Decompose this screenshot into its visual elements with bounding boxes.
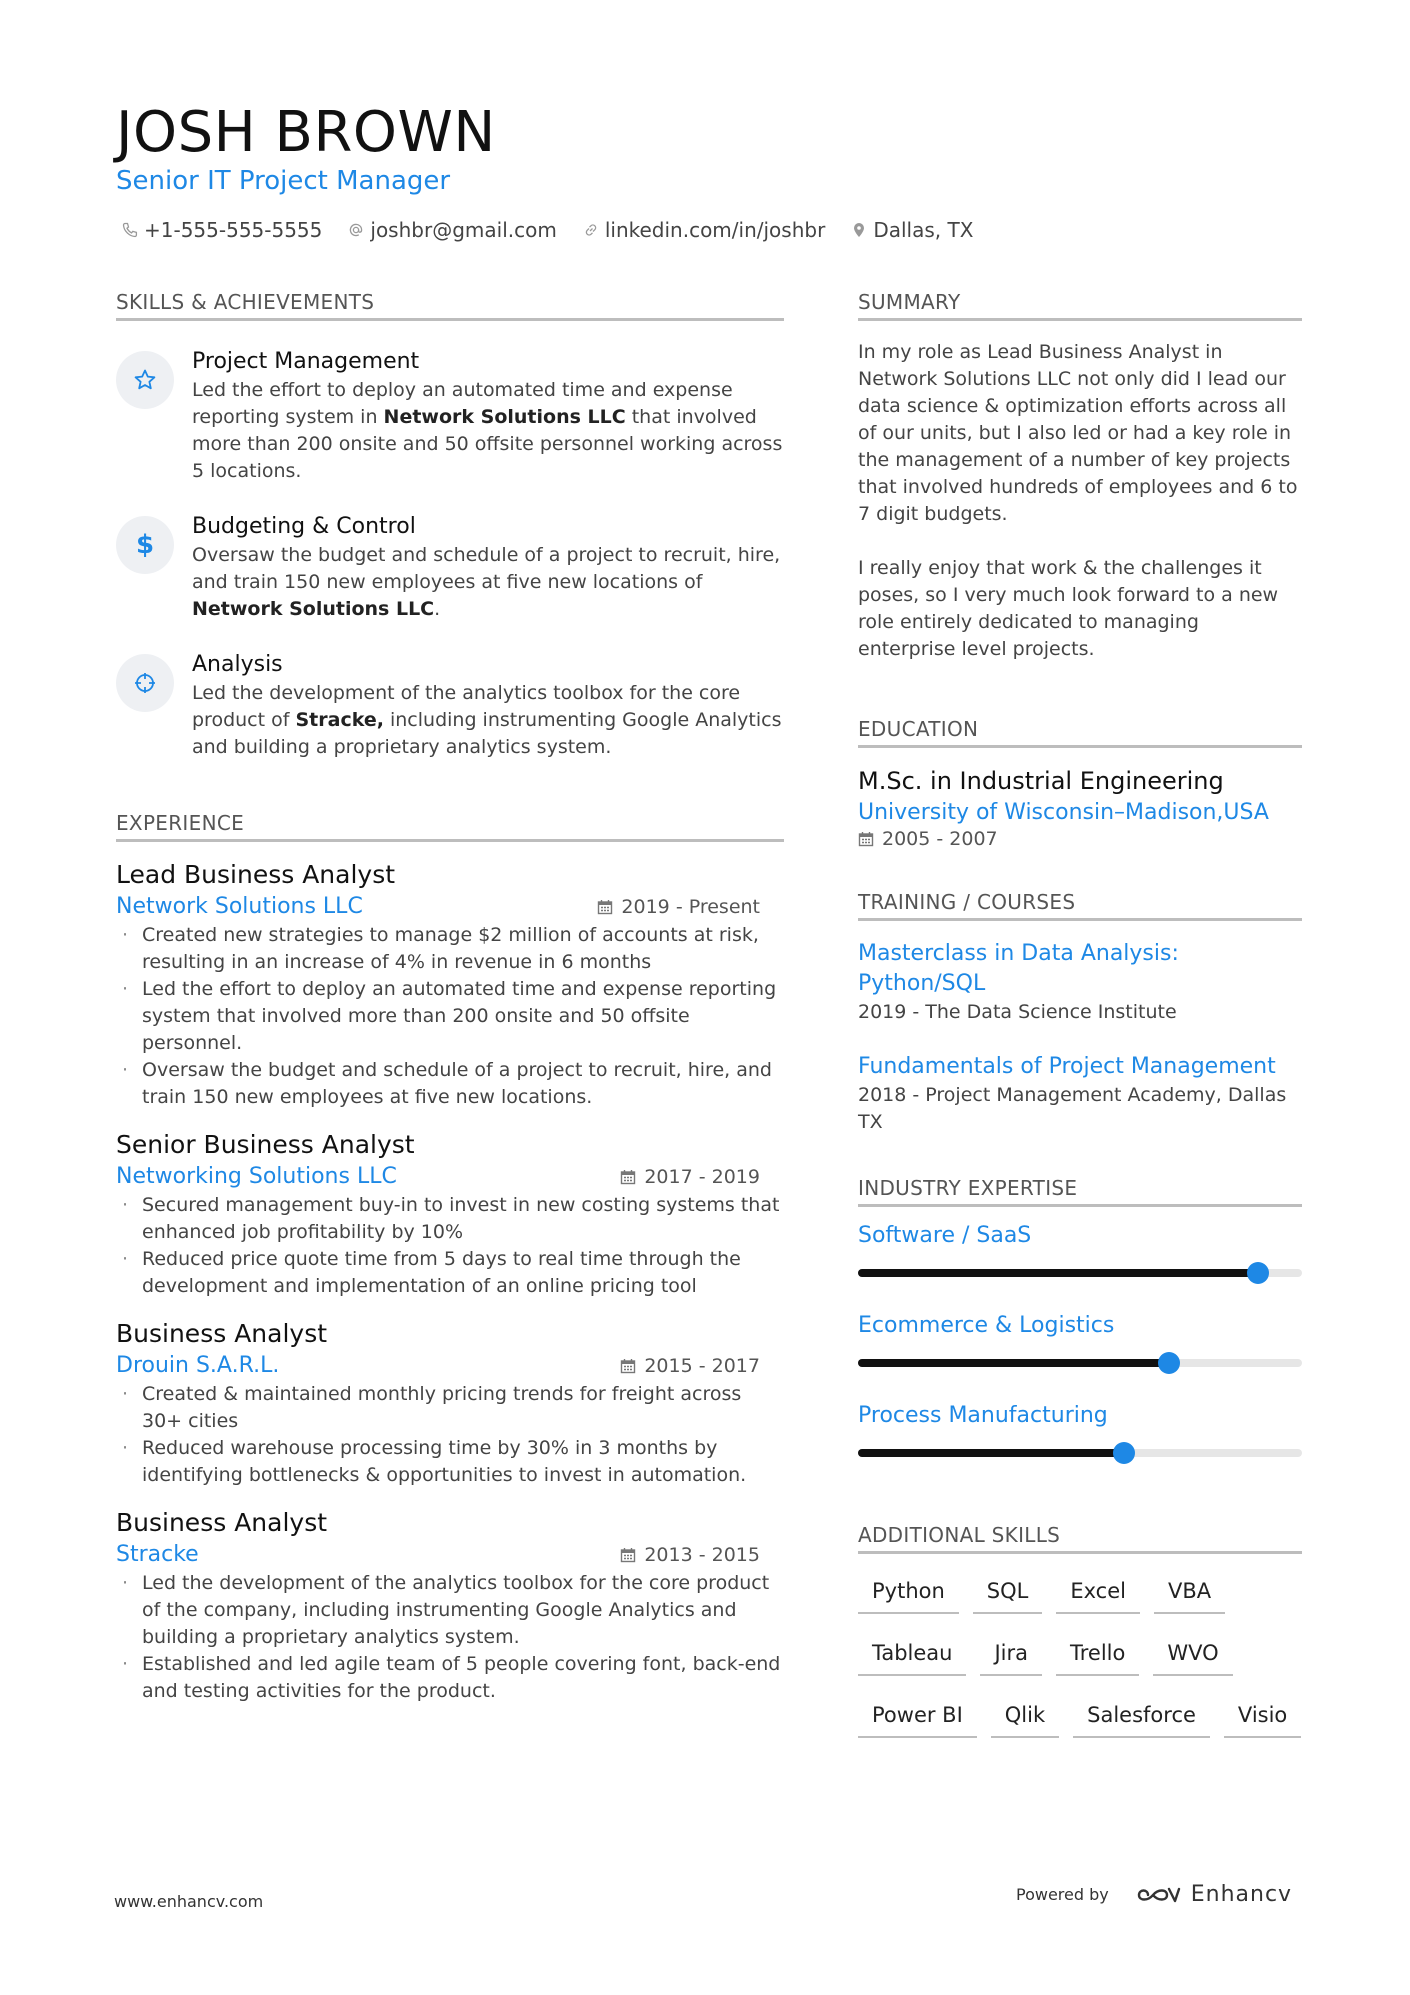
phone-text: +1-555-555-5555	[144, 218, 323, 242]
star-icon	[116, 351, 174, 409]
achievement-title: Budgeting & Control	[192, 514, 416, 539]
expertise-bar	[858, 1359, 1302, 1367]
expertise-label: Software / SaaS	[858, 1223, 1032, 1248]
degree-title: M.Sc. in Industrial Engineering	[858, 767, 1224, 795]
expertise-item	[858, 1221, 1302, 1277]
calendar-icon	[858, 831, 874, 847]
candidate-title: Senior IT Project Manager	[116, 166, 451, 196]
summary-paragraph: In my role as Lead Business Analyst in Network Solutions LLC not only did I lead our data science & optimization efforts across all of our units, but I also led or had a key role in the management of a number of key projects that involved hundreds of employees and 6 to 7 digit budgets.	[858, 341, 1298, 525]
additional-skills-heading: ADDITIONAL SKILLS	[858, 1521, 1302, 1554]
infinity-logo-icon	[1135, 1883, 1181, 1907]
training-heading: TRAINING / COURSES	[858, 888, 1302, 921]
achievement-description: Led the effort to deploy an automated time and expense reporting system in Network Solutions LLC that involved more than 200 onsite and 50 offsite personnel working across 5 locations.	[192, 379, 783, 482]
location-pin-icon	[851, 222, 867, 238]
job-entry	[116, 858, 784, 1111]
job-entry	[116, 1128, 784, 1300]
email-text: joshbr@gmail.com	[370, 218, 557, 242]
achievement-title: Project Management	[192, 349, 420, 374]
course-meta: 2018 - Project Management Academy, Dallas TX	[858, 1084, 1287, 1133]
footer-site-link[interactable]: www.enhancv.com	[114, 1892, 264, 1911]
skill-tag: SQL	[973, 1576, 1043, 1614]
contact-linkedin[interactable]	[583, 216, 825, 244]
dollar-icon: $	[116, 516, 174, 574]
expertise-item	[858, 1401, 1302, 1457]
bullet-item: · Secured management buy-in to invest in new costing systems that enhanced job profitability by 10%	[116, 1192, 784, 1246]
education-heading: EDUCATION	[858, 715, 1302, 748]
contact-phone[interactable]	[122, 216, 322, 244]
skill-tag: Jira	[980, 1638, 1042, 1676]
job-entry	[116, 1317, 784, 1489]
job-title: Business Analyst	[116, 1319, 328, 1348]
phone-icon	[122, 222, 138, 238]
bullet-item: · Reduced price quote time from 5 days to real time through the development and implementation of an online pricing tool	[116, 1246, 784, 1300]
expertise-label: Process Manufacturing	[858, 1403, 1108, 1428]
achievement-item	[116, 650, 784, 761]
skill-tag: Power BI	[858, 1700, 977, 1738]
job-entry	[116, 1506, 784, 1705]
experience-heading: EXPERIENCE	[116, 809, 784, 842]
job-dates: 2013 - 2015	[620, 1544, 760, 1566]
expertise-bar-knob	[1113, 1442, 1135, 1464]
calendar-icon	[620, 1169, 636, 1185]
course-title: Masterclass in Data Analysis: Python/SQL	[858, 941, 1179, 996]
job-dates: 2015 - 2017	[620, 1355, 760, 1377]
expertise-heading: INDUSTRY EXPERTISE	[858, 1174, 1302, 1207]
company-name: Drouin S.A.R.L.	[116, 1353, 280, 1378]
achievement-title: Analysis	[192, 652, 283, 677]
contact-email[interactable]	[348, 216, 556, 244]
job-title: Lead Business Analyst	[116, 860, 396, 889]
expertise-bar-knob	[1158, 1352, 1180, 1374]
education-dates: 2005 - 2007	[858, 828, 1302, 850]
skill-tag: Trello	[1056, 1638, 1139, 1676]
skill-tag: VBA	[1154, 1576, 1225, 1614]
bullet-item: · Led the effort to deploy an automated time and expense reporting system that involved more than 200 onsite and 50 offsite personnel.	[116, 976, 784, 1057]
skill-tag: Salesforce	[1073, 1700, 1210, 1738]
company-name: Network Solutions LLC	[116, 894, 363, 919]
job-dates: 2017 - 2019	[620, 1166, 760, 1188]
skill-tag: WVO	[1153, 1638, 1232, 1676]
bullet-item: · Created & maintained monthly pricing trends for freight across 30+ cities	[116, 1381, 784, 1435]
job-bullets	[116, 1381, 784, 1489]
brand-name: Enhancv	[1190, 1882, 1293, 1907]
bullet-item: · Reduced warehouse processing time by 30% in 3 months by identifying bottlenecks & opportunities to invest in automation.	[116, 1435, 784, 1489]
summary-text	[858, 339, 1302, 663]
skills-heading: SKILLS & ACHIEVEMENTS	[116, 288, 784, 321]
at-icon	[348, 222, 364, 238]
link-icon	[583, 222, 599, 238]
expertise-label: Ecommerce & Logistics	[858, 1313, 1115, 1338]
job-meta	[116, 892, 760, 922]
summary-heading: SUMMARY	[858, 288, 1302, 321]
contact-location	[851, 216, 973, 244]
achievement-description: Oversaw the budget and schedule of a project to recruit, hire, and train 150 new employees at five new locations of Network Solutions LLC.	[192, 544, 781, 620]
job-meta	[116, 1351, 760, 1381]
left-column	[116, 288, 784, 1705]
school-name: University of Wisconsin–Madison,USA	[858, 800, 1269, 825]
expertise-bar-knob	[1247, 1262, 1269, 1284]
company-name: Networking Solutions LLC	[116, 1164, 397, 1189]
expertise-bar-fill	[858, 1359, 1169, 1367]
linkedin-text: linkedin.com/in/joshbr	[604, 218, 826, 242]
bullet-item: · Established and led agile team of 5 people covering font, back-end and testing activities for the product.	[116, 1651, 784, 1705]
brand-logo[interactable]	[1135, 1882, 1292, 1907]
job-meta	[116, 1540, 760, 1570]
expertise-bar-fill	[858, 1449, 1124, 1457]
job-bullets	[116, 1192, 784, 1300]
calendar-icon	[620, 1358, 636, 1374]
course-entry	[858, 939, 1302, 1026]
footer-branding	[1016, 1882, 1292, 1907]
job-dates: 2019 - Present	[597, 896, 760, 918]
bullet-item: · Led the development of the analytics toolbox for the core product of the company, including instrumenting Google Analytics and building a proprietary analytics system.	[116, 1570, 784, 1651]
job-title: Senior Business Analyst	[116, 1130, 415, 1159]
job-bullets	[116, 1570, 784, 1705]
education-entry	[858, 764, 1302, 850]
achievement-description: Led the development of the analytics toolbox for the core product of Stracke, including instrumenting Google Analytics and building a proprietary analytics system.	[192, 682, 782, 758]
achievement-item	[116, 512, 784, 623]
course-meta: 2019 - The Data Science Institute	[858, 1001, 1177, 1023]
expertise-bar	[858, 1449, 1302, 1457]
skill-tags	[858, 1576, 1302, 1738]
location-text: Dallas, TX	[873, 218, 974, 242]
bullet-item: · Oversaw the budget and schedule of a project to recruit, hire, and train 150 new employees at five new locations.	[116, 1057, 784, 1111]
summary-paragraph: I really enjoy that work & the challenges it poses, so I very much look forward to a new role entirely dedicated to managing enterprise level projects.	[858, 557, 1279, 660]
candidate-name: JOSH BROWN	[116, 100, 496, 165]
job-meta	[116, 1162, 760, 1192]
expertise-item	[858, 1311, 1302, 1367]
skill-tag: Excel	[1056, 1576, 1140, 1614]
job-title: Business Analyst	[116, 1508, 328, 1537]
bullet-item: · Created new strategies to manage $2 million of accounts at risk, resulting in an increase of 4% in revenue in 6 months	[116, 922, 784, 976]
contact-bar	[122, 216, 973, 244]
skill-tag: Qlik	[991, 1700, 1059, 1738]
expertise-bar-fill	[858, 1269, 1258, 1277]
course-entry	[858, 1052, 1302, 1136]
job-bullets	[116, 922, 784, 1111]
target-icon	[116, 654, 174, 712]
calendar-icon	[620, 1547, 636, 1563]
course-title: Fundamentals of Project Management	[858, 1054, 1276, 1079]
right-column	[858, 288, 1302, 1738]
achievement-item	[116, 347, 784, 485]
powered-by-text: Powered by	[1016, 1885, 1109, 1904]
calendar-icon	[597, 899, 613, 915]
skill-tag: Python	[858, 1576, 959, 1614]
expertise-bar	[858, 1269, 1302, 1277]
skill-tag: Visio	[1224, 1700, 1301, 1738]
company-name: Stracke	[116, 1542, 199, 1567]
skill-tag: Tableau	[858, 1638, 966, 1676]
